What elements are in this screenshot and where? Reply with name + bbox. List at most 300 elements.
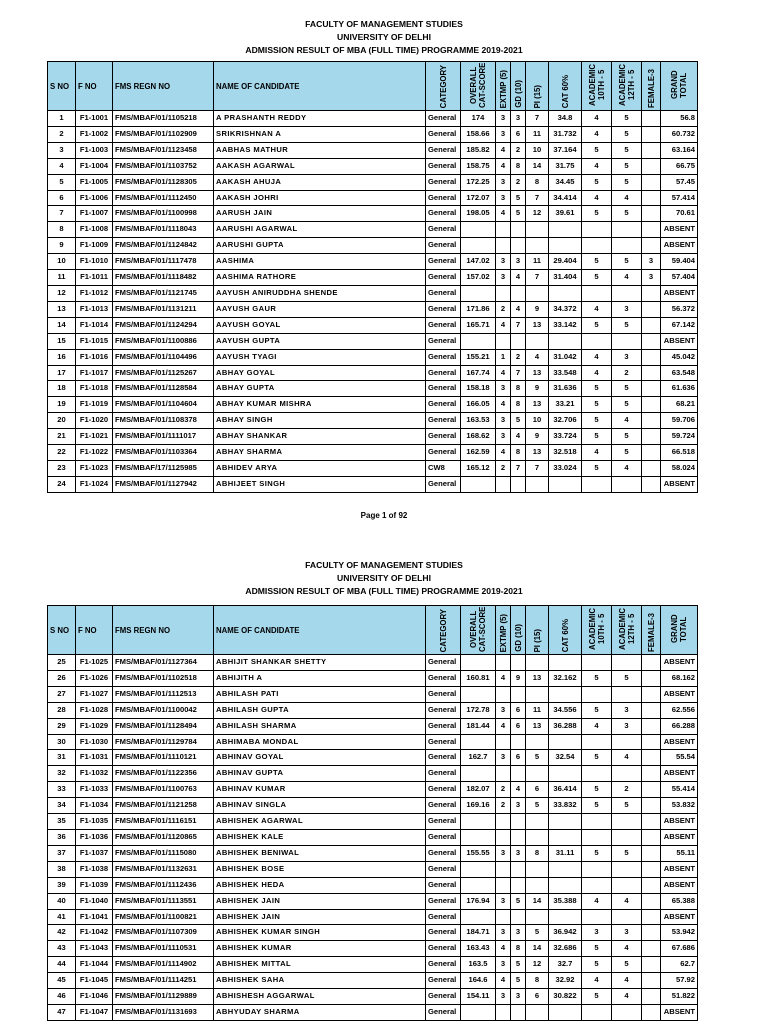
- cell-overall-cat-score: 169.16: [461, 798, 496, 814]
- cell-female: [642, 190, 661, 206]
- cell-fms-regn-no: FMS/MBAF/01/1108378: [113, 413, 214, 429]
- cell-pi: 13: [526, 317, 549, 333]
- cell-fms-regn-no: FMS/MBAF/01/1103752: [113, 158, 214, 174]
- cell-overall-cat-score: 172.78: [461, 702, 496, 718]
- cell-female: [642, 158, 661, 174]
- cell-s-no: 20: [48, 413, 76, 429]
- cell-overall-cat-score: 172.25: [461, 174, 496, 190]
- cell-academic-12th: 5: [612, 381, 642, 397]
- cell-female: [642, 206, 661, 222]
- cell-cat-60: 36.942: [549, 925, 582, 941]
- cell-academic-12th: 5: [612, 206, 642, 222]
- cell-s-no: 2: [48, 126, 76, 142]
- cell-academic-10th: 5: [582, 397, 612, 413]
- cell-f-no: F1-1029: [76, 718, 113, 734]
- cell-s-no: 37: [48, 845, 76, 861]
- cell-extmp: 4: [496, 445, 511, 461]
- cell-candidate-name: AAYUSH ANIRUDDHA SHENDE: [214, 285, 426, 301]
- cell-candidate-name: AASHIMA RATHORE: [214, 270, 426, 286]
- cell-extmp: 4: [496, 718, 511, 734]
- cell-f-no: F1-1002: [76, 126, 113, 142]
- cell-pi: 5: [526, 750, 549, 766]
- cell-gd: 6: [511, 750, 526, 766]
- cell-grand-total: 60.732: [661, 126, 698, 142]
- cell-extmp: 3: [496, 957, 511, 973]
- cell-academic-10th: 4: [582, 349, 612, 365]
- cell-female: [642, 718, 661, 734]
- cell-extmp: [496, 766, 511, 782]
- cell-cat-60: [549, 814, 582, 830]
- cell-grand-total: ABSENT: [661, 655, 698, 671]
- cell-female: [642, 989, 661, 1005]
- cell-grand-total: ABSENT: [661, 829, 698, 845]
- cell-academic-10th: 5: [582, 782, 612, 798]
- cell-grand-total: 62.7: [661, 957, 698, 973]
- col-header-cat-60: [549, 606, 582, 655]
- cell-gd: 3: [511, 925, 526, 941]
- cell-grand-total: ABSENT: [661, 814, 698, 830]
- cell-category: General: [426, 397, 461, 413]
- cell-pi: 7: [526, 111, 549, 127]
- cell-candidate-name: ABHISHESH AGGARWAL: [214, 989, 426, 1005]
- cell-candidate-name: AAYUSH GUPTA: [214, 333, 426, 349]
- cell-cat-60: 32.686: [549, 941, 582, 957]
- cell-f-no: F1-1012: [76, 285, 113, 301]
- cell-academic-10th: [582, 238, 612, 254]
- cell-academic-12th: [612, 829, 642, 845]
- cell-f-no: F1-1013: [76, 301, 113, 317]
- cell-candidate-name: ABHISHEK BENIWAL: [214, 845, 426, 861]
- cell-fms-regn-no: FMS/MBAF/01/1112436: [113, 877, 214, 893]
- table-row: [48, 973, 698, 989]
- table-header-row: [48, 606, 698, 655]
- cell-category: General: [426, 798, 461, 814]
- cell-category: General: [426, 814, 461, 830]
- cell-fms-regn-no: FMS/MBAF/01/1128494: [113, 718, 214, 734]
- table-row: [48, 349, 698, 365]
- cell-cat-60: 34.414: [549, 190, 582, 206]
- cell-fms-regn-no: FMS/MBAF/01/1123458: [113, 142, 214, 158]
- col-header-label: EXTMP (5): [498, 613, 508, 652]
- cell-s-no: 29: [48, 718, 76, 734]
- cell-female: [642, 222, 661, 238]
- cell-category: General: [426, 158, 461, 174]
- cell-academic-10th: 5: [582, 460, 612, 476]
- cell-s-no: 1: [48, 111, 76, 127]
- cell-candidate-name: ABHAY GUPTA: [214, 381, 426, 397]
- table-row: [48, 190, 698, 206]
- cell-s-no: 42: [48, 925, 76, 941]
- cell-academic-10th: 4: [582, 718, 612, 734]
- cell-category: General: [426, 222, 461, 238]
- cell-academic-12th: 2: [612, 365, 642, 381]
- cell-gd: [511, 222, 526, 238]
- cell-pi: 6: [526, 782, 549, 798]
- cell-pi: 10: [526, 142, 549, 158]
- cell-overall-cat-score: 162.59: [461, 445, 496, 461]
- table-row: [48, 476, 698, 492]
- cell-female: [642, 861, 661, 877]
- cell-candidate-name: ABHYUDAY SHARMA: [214, 1004, 426, 1020]
- cell-fms-regn-no: FMS/MBAF/01/1100042: [113, 702, 214, 718]
- cell-f-no: F1-1019: [76, 397, 113, 413]
- col-header-female: [642, 62, 661, 111]
- table-row: [48, 750, 698, 766]
- cell-gd: 6: [511, 718, 526, 734]
- cell-f-no: F1-1006: [76, 190, 113, 206]
- cell-candidate-name: ABHAY KUMAR MISHRA: [214, 397, 426, 413]
- cell-s-no: 6: [48, 190, 76, 206]
- cell-pi: 7: [526, 460, 549, 476]
- cell-candidate-name: ABHIJEET SINGH: [214, 476, 426, 492]
- cell-academic-12th: 4: [612, 190, 642, 206]
- cell-academic-10th: 4: [582, 301, 612, 317]
- cell-s-no: 21: [48, 429, 76, 445]
- cell-candidate-name: ABHAY SHARMA: [214, 445, 426, 461]
- cell-academic-10th: 5: [582, 750, 612, 766]
- col-header-pi: [526, 606, 549, 655]
- cell-f-no: F1-1047: [76, 1004, 113, 1020]
- cell-candidate-name: ABHIDEV ARYA: [214, 460, 426, 476]
- cell-extmp: 3: [496, 270, 511, 286]
- cell-category: General: [426, 702, 461, 718]
- cell-f-no: F1-1038: [76, 861, 113, 877]
- cell-overall-cat-score: 174: [461, 111, 496, 127]
- cell-fms-regn-no: FMS/MBAF/01/1121745: [113, 285, 214, 301]
- cell-academic-10th: 5: [582, 254, 612, 270]
- cell-academic-12th: 5: [612, 670, 642, 686]
- cell-gd: 7: [511, 365, 526, 381]
- cell-pi: [526, 829, 549, 845]
- cell-grand-total: 51.822: [661, 989, 698, 1005]
- cell-extmp: 4: [496, 365, 511, 381]
- cell-fms-regn-no: FMS/MBAF/01/1102909: [113, 126, 214, 142]
- table-row: [48, 845, 698, 861]
- cell-fms-regn-no: FMS/MBAF/01/1118482: [113, 270, 214, 286]
- cell-s-no: 36: [48, 829, 76, 845]
- cell-cat-60: 29.404: [549, 254, 582, 270]
- cell-category: General: [426, 476, 461, 492]
- col-header-s-no: S NO: [48, 62, 76, 111]
- table-row: [48, 686, 698, 702]
- page2-header: [0, 559, 768, 598]
- cell-academic-10th: [582, 861, 612, 877]
- cell-overall-cat-score: 158.18: [461, 381, 496, 397]
- cell-s-no: 15: [48, 333, 76, 349]
- cell-fms-regn-no: FMS/MBAF/01/1132631: [113, 861, 214, 877]
- cell-cat-60: 31.75: [549, 158, 582, 174]
- table-row: [48, 111, 698, 127]
- cell-grand-total: 65.388: [661, 893, 698, 909]
- cell-extmp: [496, 861, 511, 877]
- cell-candidate-name: ABHISHEK KUMAR: [214, 941, 426, 957]
- table-row: [48, 174, 698, 190]
- cell-gd: [511, 238, 526, 254]
- cell-female: [642, 397, 661, 413]
- cell-extmp: [496, 734, 511, 750]
- cell-extmp: [496, 909, 511, 925]
- cell-fms-regn-no: FMS/MBAF/01/1117478: [113, 254, 214, 270]
- cell-fms-regn-no: FMS/MBAF/01/1113551: [113, 893, 214, 909]
- cell-female: [642, 349, 661, 365]
- cell-category: General: [426, 734, 461, 750]
- cell-grand-total: 58.024: [661, 460, 698, 476]
- table-row: [48, 222, 698, 238]
- cell-cat-60: [549, 734, 582, 750]
- cell-category: General: [426, 941, 461, 957]
- cell-grand-total: 66.518: [661, 445, 698, 461]
- cell-academic-12th: [612, 814, 642, 830]
- cell-category: General: [426, 254, 461, 270]
- cell-category: General: [426, 957, 461, 973]
- col-header-extmp: [496, 62, 511, 111]
- table-row: [48, 861, 698, 877]
- cell-fms-regn-no: FMS/MBAF/01/1111017: [113, 429, 214, 445]
- cell-academic-12th: [612, 238, 642, 254]
- cell-candidate-name: AAYUSH TYAGI: [214, 349, 426, 365]
- cell-s-no: 4: [48, 158, 76, 174]
- cell-category: General: [426, 861, 461, 877]
- cell-s-no: 34: [48, 798, 76, 814]
- cell-cat-60: 31.042: [549, 349, 582, 365]
- header-university: UNIVERSITY OF DELHI: [337, 573, 431, 583]
- cell-gd: 8: [511, 397, 526, 413]
- cell-pi: 14: [526, 941, 549, 957]
- cell-category: General: [426, 877, 461, 893]
- cell-extmp: [496, 238, 511, 254]
- cell-fms-regn-no: FMS/MBAF/01/1129784: [113, 734, 214, 750]
- cell-s-no: 45: [48, 973, 76, 989]
- cell-f-no: F1-1046: [76, 989, 113, 1005]
- table-row: [48, 333, 698, 349]
- cell-f-no: F1-1017: [76, 365, 113, 381]
- cell-grand-total: 57.45: [661, 174, 698, 190]
- cell-academic-10th: 4: [582, 893, 612, 909]
- cell-academic-12th: 4: [612, 413, 642, 429]
- cell-academic-10th: 5: [582, 845, 612, 861]
- cell-cat-60: 32.7: [549, 957, 582, 973]
- header-faculty: FACULTY OF MANAGEMENT STUDIES: [305, 19, 463, 29]
- cell-extmp: 4: [496, 397, 511, 413]
- cell-academic-12th: 3: [612, 349, 642, 365]
- cell-grand-total: 53.942: [661, 925, 698, 941]
- cell-f-no: F1-1045: [76, 973, 113, 989]
- page1-header: [0, 18, 768, 57]
- cell-grand-total: ABSENT: [661, 686, 698, 702]
- cell-gd: 2: [511, 174, 526, 190]
- table-row: [48, 989, 698, 1005]
- cell-overall-cat-score: 166.05: [461, 397, 496, 413]
- cell-s-no: 25: [48, 655, 76, 671]
- col-header-label: CATEGORY: [438, 64, 448, 108]
- cell-pi: [526, 333, 549, 349]
- cell-female: [642, 798, 661, 814]
- cell-gd: 8: [511, 445, 526, 461]
- cell-academic-12th: [612, 877, 642, 893]
- cell-academic-10th: 4: [582, 111, 612, 127]
- cell-pi: [526, 655, 549, 671]
- cell-extmp: 3: [496, 989, 511, 1005]
- cell-gd: 3: [511, 845, 526, 861]
- cell-academic-10th: 5: [582, 989, 612, 1005]
- cell-fms-regn-no: FMS/MBAF/01/1128584: [113, 381, 214, 397]
- cell-s-no: 46: [48, 989, 76, 1005]
- cell-grand-total: 61.636: [661, 381, 698, 397]
- col-header-label: EXTMP (5): [498, 69, 508, 108]
- col-header-label: FEMALE-3: [646, 69, 656, 108]
- col-header-label: CATEGORY: [438, 608, 448, 652]
- cell-f-no: F1-1015: [76, 333, 113, 349]
- cell-cat-60: [549, 238, 582, 254]
- cell-gd: 3: [511, 798, 526, 814]
- cell-f-no: F1-1023: [76, 460, 113, 476]
- cell-category: General: [426, 845, 461, 861]
- cell-candidate-name: ABHISHEK SAHA: [214, 973, 426, 989]
- cell-gd: 3: [511, 989, 526, 1005]
- cell-s-no: 11: [48, 270, 76, 286]
- cell-pi: 11: [526, 126, 549, 142]
- cell-category: General: [426, 1004, 461, 1020]
- cell-female: [642, 845, 661, 861]
- table-row: [48, 893, 698, 909]
- cell-fms-regn-no: FMS/MBAF/01/1116151: [113, 814, 214, 830]
- cell-academic-12th: 3: [612, 301, 642, 317]
- cell-extmp: 3: [496, 413, 511, 429]
- cell-academic-10th: 5: [582, 174, 612, 190]
- cell-female: [642, 126, 661, 142]
- cell-s-no: 19: [48, 397, 76, 413]
- cell-extmp: 3: [496, 893, 511, 909]
- cell-candidate-name: SRIKRISHNAN A: [214, 126, 426, 142]
- cell-pi: [526, 766, 549, 782]
- cell-grand-total: ABSENT: [661, 333, 698, 349]
- cell-f-no: F1-1042: [76, 925, 113, 941]
- cell-s-no: 30: [48, 734, 76, 750]
- cell-fms-regn-no: FMS/MBAF/01/1124842: [113, 238, 214, 254]
- header-result-title: ADMISSION RESULT OF MBA (FULL TIME) PROGRAMME 2019-2021: [245, 586, 523, 596]
- cell-pi: [526, 909, 549, 925]
- cell-overall-cat-score: [461, 238, 496, 254]
- cell-cat-60: 35.388: [549, 893, 582, 909]
- table-row: [48, 829, 698, 845]
- cell-female: [642, 111, 661, 127]
- cell-academic-10th: 4: [582, 973, 612, 989]
- col-header-label: OVERALL CAT-SCORE: [469, 606, 487, 652]
- cell-female: [642, 381, 661, 397]
- cell-f-no: F1-1011: [76, 270, 113, 286]
- cell-overall-cat-score: 176.94: [461, 893, 496, 909]
- col-header-grand-total: [661, 606, 698, 655]
- cell-category: General: [426, 782, 461, 798]
- cell-cat-60: 36.414: [549, 782, 582, 798]
- table-row: [48, 270, 698, 286]
- cell-gd: 8: [511, 941, 526, 957]
- cell-f-no: F1-1001: [76, 111, 113, 127]
- table-row: [48, 158, 698, 174]
- cell-f-no: F1-1016: [76, 349, 113, 365]
- cell-s-no: 5: [48, 174, 76, 190]
- cell-pi: 8: [526, 845, 549, 861]
- cell-overall-cat-score: 168.62: [461, 429, 496, 445]
- cell-candidate-name: AAKASH JOHRI: [214, 190, 426, 206]
- cell-academic-10th: [582, 333, 612, 349]
- cell-academic-12th: [612, 285, 642, 301]
- cell-female: [642, 445, 661, 461]
- cell-fms-regn-no: FMS/MBAF/01/1103364: [113, 445, 214, 461]
- cell-cat-60: 32.92: [549, 973, 582, 989]
- cell-extmp: 2: [496, 301, 511, 317]
- cell-overall-cat-score: 155.21: [461, 349, 496, 365]
- cell-academic-12th: 4: [612, 750, 642, 766]
- cell-pi: 8: [526, 973, 549, 989]
- cell-pi: 14: [526, 158, 549, 174]
- cell-academic-12th: [612, 861, 642, 877]
- cell-overall-cat-score: [461, 655, 496, 671]
- cell-category: General: [426, 829, 461, 845]
- cell-grand-total: ABSENT: [661, 1004, 698, 1020]
- cell-f-no: F1-1022: [76, 445, 113, 461]
- cell-candidate-name: ABHIMABA MONDAL: [214, 734, 426, 750]
- cell-cat-60: 31.636: [549, 381, 582, 397]
- cell-s-no: 31: [48, 750, 76, 766]
- col-header-pi: [526, 62, 549, 111]
- cell-cat-60: [549, 829, 582, 845]
- cell-overall-cat-score: 165.12: [461, 460, 496, 476]
- cell-pi: [526, 877, 549, 893]
- cell-academic-12th: 5: [612, 142, 642, 158]
- cell-fms-regn-no: FMS/MBAF/01/1112513: [113, 686, 214, 702]
- cell-cat-60: [549, 766, 582, 782]
- cell-cat-60: 34.372: [549, 301, 582, 317]
- cell-extmp: [496, 1004, 511, 1020]
- cell-overall-cat-score: 198.05: [461, 206, 496, 222]
- cell-female: 3: [642, 254, 661, 270]
- cell-extmp: 3: [496, 925, 511, 941]
- cell-female: [642, 957, 661, 973]
- cell-grand-total: 62.556: [661, 702, 698, 718]
- cell-academic-10th: [582, 686, 612, 702]
- cell-overall-cat-score: 157.02: [461, 270, 496, 286]
- cell-grand-total: ABSENT: [661, 861, 698, 877]
- cell-pi: [526, 814, 549, 830]
- col-header-label: ACADEMIC 12TH - 5: [617, 608, 636, 651]
- cell-fms-regn-no: FMS/MBAF/01/1115080: [113, 845, 214, 861]
- cell-category: General: [426, 142, 461, 158]
- cell-overall-cat-score: 184.71: [461, 925, 496, 941]
- cell-academic-10th: [582, 476, 612, 492]
- cell-extmp: 3: [496, 429, 511, 445]
- table-row: [48, 206, 698, 222]
- cell-category: General: [426, 893, 461, 909]
- cell-cat-60: 39.61: [549, 206, 582, 222]
- cell-grand-total: 59.404: [661, 254, 698, 270]
- cell-extmp: 2: [496, 782, 511, 798]
- cell-candidate-name: ABHISHEK KALE: [214, 829, 426, 845]
- cell-female: [642, 702, 661, 718]
- cell-overall-cat-score: [461, 861, 496, 877]
- cell-category: General: [426, 111, 461, 127]
- cell-academic-12th: 5: [612, 798, 642, 814]
- table-row: [48, 766, 698, 782]
- cell-pi: 11: [526, 702, 549, 718]
- cell-gd: 3: [511, 111, 526, 127]
- cell-pi: 12: [526, 957, 549, 973]
- cell-academic-10th: 5: [582, 317, 612, 333]
- table-row: [48, 142, 698, 158]
- cell-fms-regn-no: FMS/MBAF/01/1105218: [113, 111, 214, 127]
- cell-candidate-name: A PRASHANTH REDDY: [214, 111, 426, 127]
- cell-candidate-name: ABHISHEK AGARWAL: [214, 814, 426, 830]
